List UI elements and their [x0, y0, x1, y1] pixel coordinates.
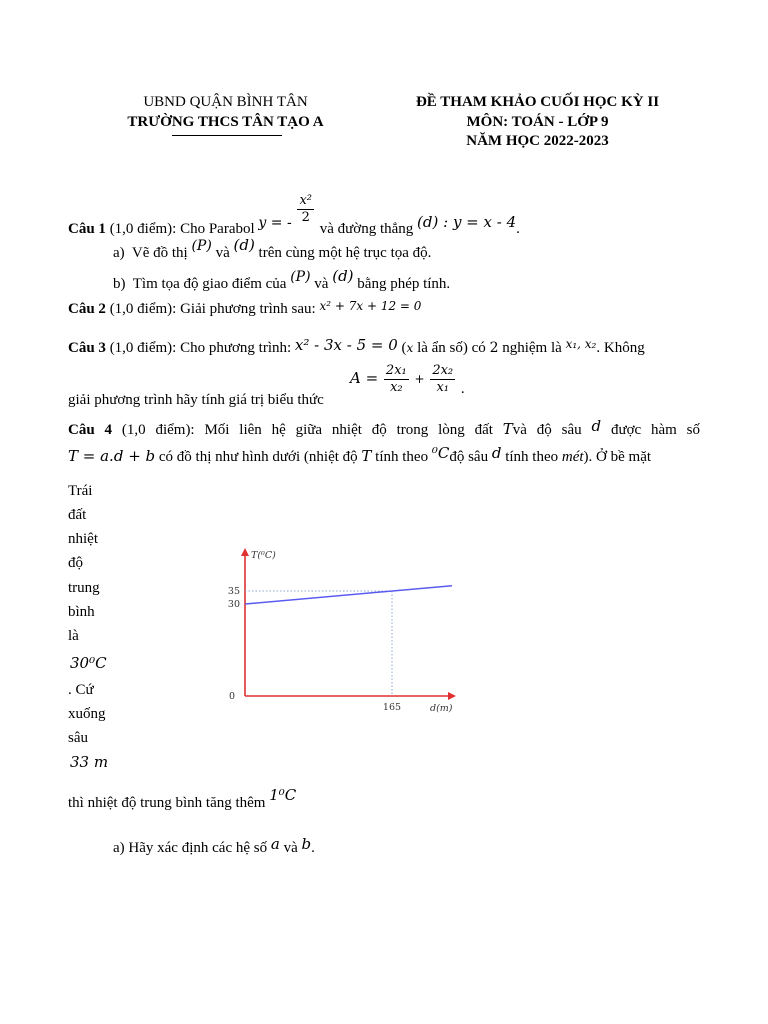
question-3-line2 — [68, 392, 324, 409]
question-1b-and: và — [314, 276, 329, 292]
question-3-two: 2 — [489, 340, 499, 356]
series-line — [245, 586, 452, 604]
expression-period: . — [460, 380, 465, 397]
question-4-d2: d — [491, 444, 502, 462]
question-4-text3: được hàm số — [610, 422, 701, 438]
expression-lhs: A = — [350, 368, 379, 387]
fraction-1-numerator: 2x₁ — [385, 363, 407, 378]
question-4-T: T — [502, 420, 513, 438]
question-1b-label: b) — [113, 276, 126, 292]
column-depth-33: 33 m — [70, 753, 109, 771]
column-word-6: bình — [68, 604, 95, 620]
question-1b-d: (d) — [332, 267, 354, 285]
header-right-line1: ĐỀ THAM KHẢO CUỐI HỌC KỲ II — [415, 94, 660, 110]
question-1a-d: (d) — [233, 236, 255, 254]
question-1a-text2: trên cùng một hệ trục tọa độ. — [258, 245, 432, 261]
question-4-text7: tính theo — [505, 449, 559, 465]
question-3-text2: là ẩn số) có — [417, 340, 486, 356]
question-4-label: Câu 4 — [68, 422, 113, 438]
question-3-text4: . Không — [596, 340, 645, 356]
parabol-numerator: x² — [299, 193, 312, 208]
header-left-underline — [172, 135, 282, 136]
question-4-text4: có đồ thị như hình dưới (nhiệt độ — [158, 449, 358, 465]
expression-fraction-2 — [430, 363, 455, 396]
question-4-line3 — [68, 786, 297, 811]
question-4-d: d — [591, 417, 602, 435]
header-left-line1: UBND QUẬN BÌNH TÂN — [143, 94, 308, 110]
column-word-1: Trái — [68, 483, 93, 499]
column-word-7: là — [68, 628, 79, 644]
column-word-8: xuống — [68, 706, 106, 722]
origin-label: 0 — [228, 691, 235, 702]
question-4-met: mét — [561, 449, 584, 465]
question-4-text2: và độ sâu — [512, 422, 582, 438]
question-1a-and: và — [215, 245, 230, 261]
question-4a-period: . — [311, 840, 315, 856]
header-left-line2: TRƯỜNG THCS TÂN TẠO A — [127, 114, 324, 130]
question-1a-P: (P) — [191, 238, 212, 254]
question-4a-and: và — [283, 840, 298, 856]
column-word-3: nhiệt — [68, 531, 98, 547]
expression-fraction-1 — [384, 363, 409, 396]
question-1a-text1: Vẽ đồ thị — [131, 245, 188, 261]
y-tick-label-35: 35 — [227, 586, 240, 597]
question-3-text3: nghiệm là — [502, 340, 562, 356]
question-1a — [113, 236, 432, 261]
question-4-text8: ). Ở bề mặt — [583, 449, 652, 465]
question-4-T2: T — [361, 447, 372, 465]
question-4a-var-a: a — [270, 835, 280, 853]
header-right-line3: NĂM HỌC 2022-2023 — [466, 133, 609, 149]
question-1-period: . — [516, 220, 520, 237]
question-4-function: T = a.d + b — [68, 447, 156, 465]
parabol-denominator: 2 — [301, 210, 310, 225]
question-3-line1 — [68, 338, 700, 357]
question-1-label: Câu 1 — [68, 220, 106, 237]
header-right-line2: MÔN: TOÁN - LỚP 9 — [466, 114, 609, 130]
expression-plus: + — [414, 371, 425, 386]
question-2-text: (1,0 điểm): Giải phương trình sau: — [109, 301, 316, 317]
question-4-line2 — [68, 444, 652, 466]
question-4-unit-C: ⁰C — [431, 444, 450, 462]
question-1a-label: a) — [113, 245, 125, 261]
question-3-paren: ( — [401, 340, 407, 356]
question-3-equation: x² - 3x - 5 = 0 — [294, 336, 398, 354]
question-4a-text: Hãy xác định các hệ số — [128, 840, 268, 856]
parabol-fraction — [297, 193, 314, 226]
column-word-4: độ — [68, 555, 83, 571]
question-1-points: (1,0 điểm): Cho Parabol — [109, 220, 255, 237]
question-4-text9: thì nhiệt độ trung bình tăng thêm — [68, 795, 266, 811]
question-4-text1: (1,0 điểm): Mối liên hệ giữa nhiệt độ trong lòng đất — [121, 422, 493, 438]
x-axis-label: d(m) — [430, 703, 453, 714]
chart-layer — [228, 548, 456, 714]
column-word-9: sâu — [68, 730, 88, 746]
question-4a-var-b: b — [301, 835, 312, 853]
question-4a — [113, 835, 315, 857]
fraction-2-denominator: x₁ — [436, 380, 449, 395]
question-4-line1 — [68, 417, 701, 439]
question-1b-text2: bằng phép tính. — [357, 276, 451, 292]
parabol-lhs: y = - — [258, 214, 292, 231]
column-temp-30: 30⁰C — [70, 654, 107, 672]
line-equation: (d) : y = x - 4 — [417, 212, 517, 231]
y-axis-arrow — [241, 548, 249, 556]
question-3-expression — [350, 363, 465, 396]
question-1b-text1: Tìm tọa độ giao điểm của — [132, 276, 287, 292]
question-2-label: Câu 2 — [68, 301, 106, 317]
y-tick-label-30: 30 — [227, 599, 240, 610]
question-1b — [113, 267, 451, 292]
question-2-equation: x² + 7x + 12 = 0 — [319, 299, 422, 313]
question-4-unit-1C: 1⁰C — [269, 786, 297, 804]
fraction-1-denominator: x₂ — [390, 380, 403, 395]
x-tick-label-165: 165 — [382, 702, 402, 713]
question-1b-P: (P) — [290, 269, 311, 285]
and-line-text: và đường thẳng — [319, 220, 414, 237]
question-3-text5: giải phương trình hãy tính giá trị biểu thức — [68, 392, 324, 408]
question-1-line — [68, 193, 520, 237]
y-axis-label: T(⁰C) — [251, 550, 276, 561]
question-3-roots: x₁, x₂ — [565, 337, 597, 351]
fraction-2-numerator: 2x₂ — [432, 363, 454, 378]
question-3-var-x: x — [406, 341, 414, 355]
x-axis-arrow — [448, 692, 456, 700]
question-2 — [68, 301, 421, 318]
question-4-text6: độ sâu — [449, 449, 489, 465]
column-word-2: đất — [68, 507, 87, 523]
question-3-label: Câu 3 — [68, 340, 106, 356]
question-4-text5: tính theo — [375, 449, 429, 465]
column-dot-cu: . Cứ — [68, 682, 94, 698]
question-4a-label: a) — [113, 840, 125, 856]
temperature-depth-chart — [220, 540, 470, 720]
column-word-5: trung — [68, 580, 100, 596]
question-3-text1: (1,0 điểm): Cho phương trình: — [109, 340, 292, 356]
